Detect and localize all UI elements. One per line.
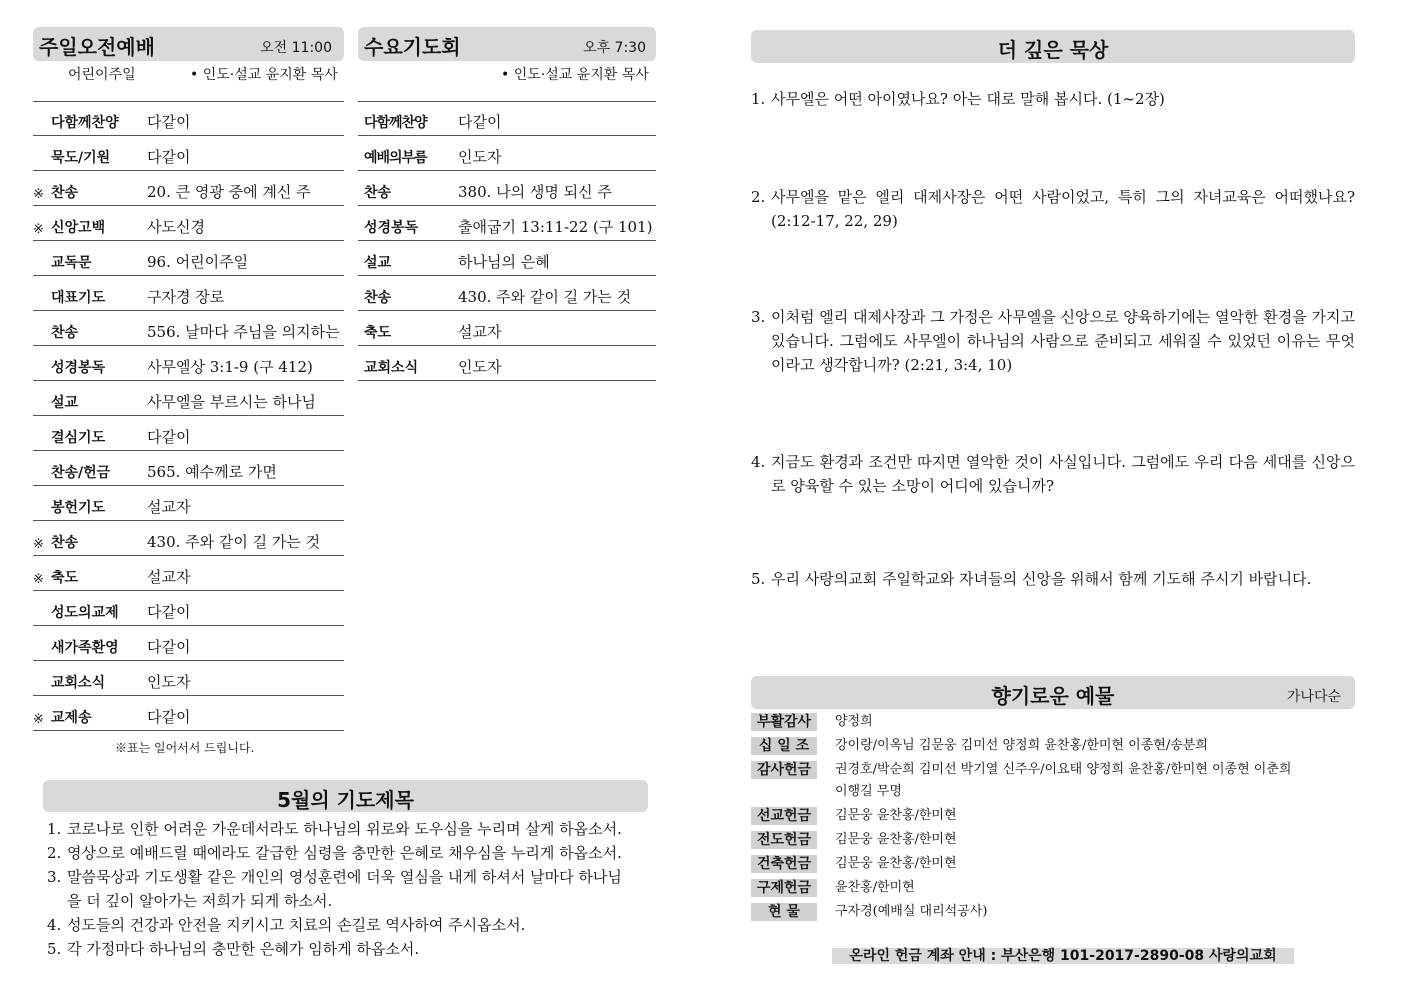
order-value: 다같이 (147, 638, 191, 656)
prayer-text: 코로나로 인한 어려운 가운데서라도 하나님의 위로와 도우심을 누리며 살게 하옵소서. (67, 820, 622, 838)
order-label: 묵도/기원 (51, 150, 111, 166)
sunday-order-row (33, 101, 344, 136)
sunday-order-row (33, 556, 344, 591)
order-value: 다같이 (147, 708, 191, 726)
order-label: 결심기도 (51, 430, 106, 446)
order-label: 신앙고백 (51, 220, 106, 236)
order-label: 축도 (364, 325, 392, 341)
order-label: 교회소식 (364, 360, 419, 376)
order-label: 교제송 (51, 710, 92, 726)
wednesday-order-row (358, 276, 656, 311)
offering-names: 권경호/박순희 김미선 박기열 신주우/이요태 양정희 윤찬홍/한미현 이종현 이춘희 (835, 762, 1292, 777)
order-value: 다같이 (147, 148, 191, 166)
prayer-list (47, 817, 627, 961)
standing-mark: ※ (33, 712, 44, 727)
offering-names: 윤찬홍/한미현 (835, 880, 915, 895)
order-value: 다같이 (458, 113, 502, 131)
order-value: 구자경 장로 (147, 288, 225, 306)
order-value: 96. 어린이주일 (147, 253, 249, 271)
offering-names: 김문웅 윤찬홍/한미현 (835, 808, 957, 823)
sunday-order-row (33, 661, 344, 696)
order-value: 설교자 (458, 323, 502, 341)
question-number: 5. (751, 570, 766, 588)
sunday-order-row (33, 626, 344, 661)
meditation-header (751, 30, 1355, 63)
order-label: 찬송 (364, 290, 392, 306)
wednesday-leader: • 인도·설교 윤지환 목사 (501, 67, 649, 83)
question-number: 4. (751, 453, 766, 471)
sunday-order-row (33, 521, 344, 556)
prayer-text: 말씀묵상과 기도생활 같은 개인의 영성훈련에 더욱 열심을 내게 하셔서 날마다 하나님을 더 깊이 알아가는 저희가 되게 하소서. (67, 868, 622, 910)
sunday-order-row (33, 696, 344, 731)
order-label: 다함께찬양 (51, 115, 119, 131)
question-text: 이처럼 엘리 대제사장과 그 가정은 사무엘을 신앙으로 양육하기에는 열악한 환경을 가지고 있습니다. 그럼에도 사무엘이 하나님의 사람으로 준비되고 세워질 수 있었던 이유는 무엇이라고 생각합니까? (2:21, 3:4, 10) (771, 308, 1355, 374)
order-value: 하나님의 은혜 (458, 253, 550, 271)
sunday-order-row (33, 206, 344, 241)
offering-names: 강이랑/이옥님 김문웅 김미선 양정희 윤찬홍/한미현 이종현/송분희 (835, 738, 1208, 753)
prayer-number: 5. (47, 940, 62, 958)
prayer-number: 2. (47, 844, 62, 862)
meditation-question (751, 87, 1355, 111)
order-label: 설교 (364, 255, 392, 271)
sunday-time: 오전 11:00 (260, 40, 332, 56)
offering-category: 현 물 (751, 903, 817, 921)
sunday-title: 주일오전예배 (39, 35, 155, 59)
offering-category: 전도헌금 (751, 831, 817, 849)
offering-names: 양정희 (835, 714, 873, 729)
standing-note: ※표는 일어서서 드립니다. (115, 741, 255, 755)
order-value: 설교자 (147, 568, 191, 586)
wednesday-time: 오후 7:30 (583, 40, 646, 56)
wednesday-order-row (358, 171, 656, 206)
order-label: 설교 (51, 395, 79, 411)
prayer-text: 영상으로 예배드릴 때에라도 갈급한 심령을 충만한 은혜로 채우심을 누리게 하옵소서. (67, 844, 622, 862)
prayer-title: 5월의 기도제목 (277, 788, 414, 812)
wednesday-order-row (358, 241, 656, 276)
online-offering-account: 온라인 헌금 계좌 안내 : 부산은행 101-2017-2890-08 사랑의교회 (832, 948, 1294, 964)
wednesday-order-row (358, 311, 656, 346)
sunday-order-row (33, 381, 344, 416)
offering-names: 구자경(예배실 대리석공사) (835, 904, 988, 919)
wednesday-order-table (358, 101, 656, 381)
prayer-item (47, 841, 627, 865)
question-text: 우리 사랑의교회 주일학교와 자녀들의 신앙을 위해서 함께 기도해 주시기 바랍니다. (771, 570, 1312, 588)
sunday-header (33, 27, 344, 61)
prayer-number: 3. (47, 868, 62, 886)
sunday-leader: • 인도·설교 윤지환 목사 (190, 67, 338, 83)
order-value: 설교자 (147, 498, 191, 516)
order-value: 인도자 (458, 358, 502, 376)
order-label: 교독문 (51, 255, 92, 271)
prayer-text: 각 가정마다 하나님의 충만한 은혜가 임하게 하옵소서. (67, 940, 420, 958)
order-label: 새가족환영 (51, 640, 119, 656)
offering-category: 건축헌금 (751, 855, 817, 873)
order-value: 사무엘을 부르시는 하나님 (147, 393, 316, 411)
order-value: 출애굽기 13:11-22 (구 101) (458, 218, 653, 236)
prayer-number: 1. (47, 820, 62, 838)
question-number: 2. (751, 188, 766, 206)
wednesday-order-row (358, 206, 656, 241)
order-label: 다함께찬양 (364, 115, 427, 131)
question-number: 1. (751, 90, 766, 108)
order-value: 다같이 (147, 428, 191, 446)
prayer-header (43, 780, 648, 812)
sunday-order-row (33, 591, 344, 626)
question-text: 사무엘을 맡은 엘리 대제사장은 어떤 사람이었고, 특히 그의 자녀교육은 어떠했나요? (2:12-17, 22, 29) (771, 188, 1355, 230)
order-label: 성도의교제 (51, 605, 119, 621)
sunday-order-row (33, 416, 344, 451)
prayer-number: 4. (47, 916, 62, 934)
wednesday-order-row (358, 136, 656, 171)
wednesday-header (358, 27, 656, 61)
wednesday-title: 수요기도회 (364, 35, 461, 59)
prayer-text: 성도들의 건강과 안전을 지키시고 치료의 손길로 역사하여 주시옵소서. (67, 916, 526, 934)
standing-mark: ※ (33, 222, 44, 237)
meditation-question (751, 185, 1355, 233)
order-value: 380. 나의 생명 되신 주 (458, 183, 612, 201)
order-value: 사도신경 (147, 218, 205, 236)
order-value: 565. 예수께로 가면 (147, 463, 277, 481)
prayer-item (47, 937, 627, 961)
wednesday-order-row (358, 101, 656, 136)
wednesday-order-row (358, 346, 656, 381)
order-label: 대표기도 (51, 290, 106, 306)
standing-mark: ※ (33, 187, 44, 202)
offering-names: 김문웅 윤찬홍/한미현 (835, 832, 957, 847)
offering-category: 십 일 조 (751, 737, 817, 755)
standing-mark: ※ (33, 537, 44, 552)
order-value: 인도자 (147, 673, 191, 691)
offering-title: 향기로운 예물 (991, 684, 1115, 708)
prayer-item (47, 865, 627, 913)
sunday-order-row (33, 346, 344, 381)
meditation-title: 더 깊은 묵상 (997, 38, 1109, 62)
order-label: 찬송/헌금 (51, 465, 111, 481)
order-label: 찬송 (51, 535, 79, 551)
order-label: 찬송 (51, 185, 79, 201)
order-label: 봉헌기도 (51, 500, 106, 516)
offering-category: 부활감사 (751, 713, 817, 731)
prayer-item (47, 817, 627, 841)
order-label: 찬송 (51, 325, 79, 341)
order-label: 성경봉독 (364, 220, 419, 236)
sunday-order-row (33, 276, 344, 311)
offering-names-continued: 이행길 무명 (835, 784, 902, 799)
sunday-order-row (33, 171, 344, 206)
order-label: 교회소식 (51, 675, 106, 691)
standing-mark: ※ (33, 572, 44, 587)
sunday-order-row (33, 136, 344, 171)
meditation-question (751, 305, 1355, 377)
order-value: 인도자 (458, 148, 502, 166)
order-value: 20. 큰 영광 중에 계신 주 (147, 183, 311, 201)
offering-header (751, 676, 1355, 709)
offering-category: 선교헌금 (751, 807, 817, 825)
offering-names: 김문웅 윤찬홍/한미현 (835, 856, 957, 871)
sunday-order-row (33, 486, 344, 521)
order-label: 축도 (51, 570, 79, 586)
sunday-sub-left: 어린이주일 (68, 67, 136, 83)
question-text: 사무엘은 어떤 아이였나요? 아는 대로 말해 봅시다. (1~2장) (771, 90, 1165, 108)
question-number: 3. (751, 308, 766, 326)
sunday-order-row (33, 241, 344, 276)
order-label: 찬송 (364, 185, 392, 201)
sunday-order-row (33, 451, 344, 486)
prayer-item (47, 913, 627, 937)
order-value: 430. 주와 같이 길 가는 것 (458, 288, 632, 306)
offering-order-note: 가나다순 (1286, 689, 1341, 705)
order-value: 다같이 (147, 113, 191, 131)
meditation-question (751, 567, 1355, 591)
meditation-question (751, 450, 1355, 498)
offering-category: 감사헌금 (751, 761, 817, 779)
order-value: 다같이 (147, 603, 191, 621)
order-label: 예배의부름 (364, 150, 427, 166)
sunday-order-row (33, 311, 344, 346)
order-label: 성경봉독 (51, 360, 106, 376)
order-value: 430. 주와 같이 길 가는 것 (147, 533, 321, 551)
sunday-order-table (33, 101, 344, 731)
order-value: 556. 날마다 주님을 의지하는 (147, 323, 340, 341)
offering-category: 구제헌금 (751, 879, 817, 897)
order-value: 사무엘상 3:1-9 (구 412) (147, 358, 313, 376)
question-text: 지금도 환경과 조건만 따지면 열악한 것이 사실입니다. 그럼에도 우리 다음 세대를 신앙으로 양육할 수 있는 소망이 어디에 있습니까? (771, 453, 1355, 495)
